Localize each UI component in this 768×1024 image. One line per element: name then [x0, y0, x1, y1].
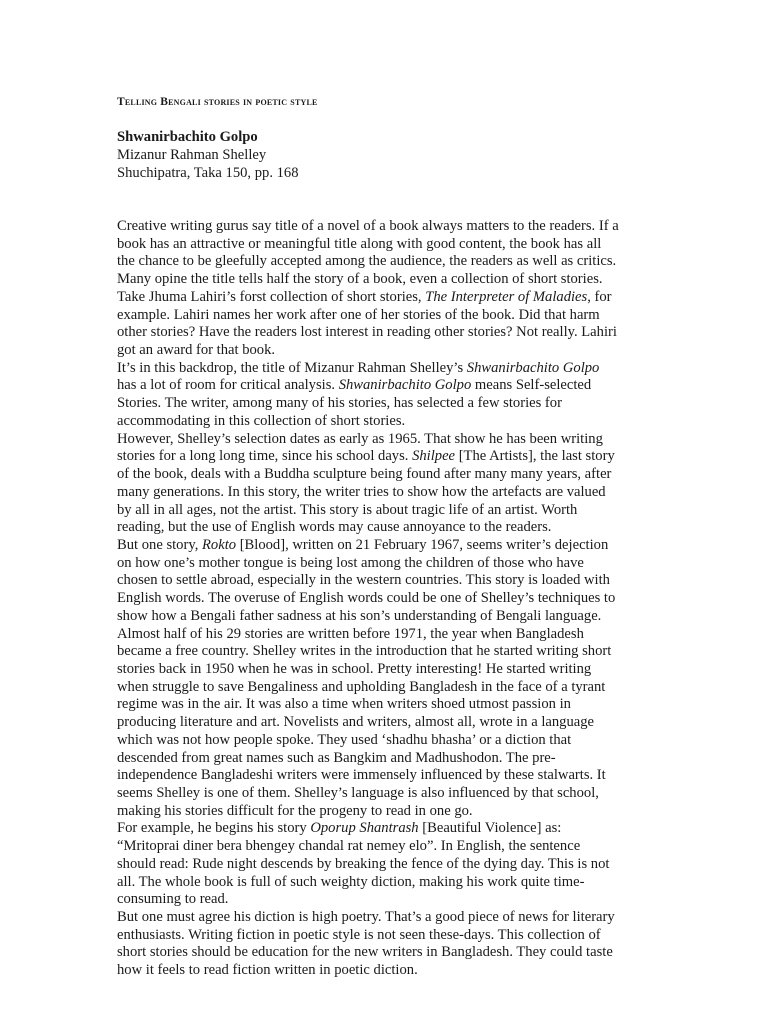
italic-title: The Interpreter of Maladies: [425, 288, 588, 305]
body-line: became a free country. Shelley writes in the introduction that he started writing short: [117, 643, 612, 660]
body-line: show how a Bengali father sadness at his son’s understanding of Bengali language.: [117, 607, 602, 624]
body-line: For example, he begins his story Oporup Shantrash [Beautiful Violence] as:: [117, 820, 562, 837]
body-line: book has an attractive or meaningful title along with good content, the book has all: [117, 235, 602, 252]
body-line: other stories? Have the readers lost interest in reading other stories? Not really. Lahiri: [117, 324, 617, 341]
body-line: regime was in the air. It was also a time when writers shoed utmost passion in: [117, 696, 571, 713]
body-line: example. Lahiri names her work after one of her stories of the book. Did that harm: [117, 306, 600, 323]
body-line: got an award for that book.: [117, 342, 276, 359]
body-line: reading, but the use of English words may cause annoyance to the readers.: [117, 519, 552, 536]
italic-title: Shilpee: [412, 448, 456, 465]
italic-title: Rokto: [202, 536, 237, 553]
italic-title: Shwanirbachito Golpo: [466, 359, 600, 376]
body-line: on how one’s mother tongue is being lost among the children of those who have: [117, 554, 584, 571]
body-line: enthusiasts. Writing fiction in poetic style is not seen these-days. This collection of: [117, 926, 601, 943]
body-line: It’s in this backdrop, the title of Mizanur Rahman Shelley’s Shwanirbachito Golpo: [117, 359, 600, 376]
body-line: short stories should be education for the new writers in Bangladesh. They could taste: [117, 944, 613, 961]
body-line: “Mritoprai diner bera bhengey chandal rat nemey elo”. In English, the sentence: [117, 838, 581, 855]
body-line: accommodating in this collection of short stories.: [117, 412, 406, 429]
article-heading: Telling Bengali stories in poetic style: [117, 96, 318, 108]
body-line: independence Bangladeshi writers were immensely influenced by these stalwarts. It: [117, 767, 606, 784]
book-author: Mizanur Rahman Shelley: [117, 147, 267, 163]
body-line: consuming to read.: [117, 891, 229, 908]
body-line: should read: Rude night descends by breaking the fence of the dying day. This is not: [117, 855, 610, 872]
article-body: [117, 218, 657, 980]
body-line: Creative writing gurus say title of a novel of a book always matters to the readers. If a: [117, 218, 619, 234]
body-line: Take Jhuma Lahiri’s forst collection of short stories, The Interpreter of Maladies, for: [117, 288, 612, 305]
italic-title: Shwanirbachito Golpo: [338, 377, 472, 394]
book-info: [117, 128, 299, 182]
body-line: Almost half of his 29 stories are written before 1971, the year when Bangladesh: [117, 625, 584, 642]
body-line: Many opine the title tells half the story of a book, even a collection of short stories.: [117, 271, 603, 288]
body-line: But one story, Rokto [Blood], written on 21 February 1967, seems writer’s dejection: [117, 536, 609, 553]
body-line: when struggle to save Bengaliness and upholding Bangladesh in the face of a tyrant: [117, 678, 606, 695]
italic-title: Oporup Shantrash: [310, 820, 419, 837]
body-line: chosen to settle abroad, especially in the western countries. This story is loaded with: [117, 572, 610, 589]
body-line: by all in all ages, not the artist. This story is about tragic life of an artist. Worth: [117, 501, 578, 518]
body-line: many generations. In this story, the writer tries to show how the artefacts are valued: [117, 483, 606, 500]
body-line: the chance to be gleefully accepted among the audience, the readers as well as critics.: [117, 253, 617, 270]
body-line: But one must agree his diction is high poetry. That’s a good piece of news for literary: [117, 909, 615, 926]
body-line: Stories. The writer, among many of his stories, has selected a few stories for: [117, 395, 562, 412]
body-line: stories for a long long time, since his school days. Shilpee [The Artists], the last story: [117, 448, 615, 465]
body-line: which was not how people spoke. They used ‘shadhu bhasha’ or a diction that: [117, 731, 572, 748]
body-line: seems Shelley is one of them. Shelley’s language is also influenced by that school,: [117, 785, 599, 801]
body-line: English words. The overuse of English words could be one of Shelley’s techniques to: [117, 590, 616, 607]
body-line: making his stories difficult for the progeny to read in one go.: [117, 802, 473, 819]
body-line: stories back in 1950 when he was in school. Pretty interesting! He started writing: [117, 660, 592, 677]
body-line: However, Shelley’s selection dates as early as 1965. That show he has been writing: [117, 430, 603, 447]
body-line: producing literature and art. Novelists and writers, almost all, wrote in a language: [117, 714, 594, 731]
book-title: Shwanirbachito Golpo: [117, 129, 258, 145]
body-line: all. The whole book is full of such weighty diction, making his work quite time-: [117, 873, 585, 890]
book-publisher: Shuchipatra, Taka 150, pp. 168: [117, 165, 299, 181]
body-line: has a lot of room for critical analysis. Shwanirbachito Golpo means Self-selected: [117, 377, 592, 394]
body-line: of the book, deals with a Buddha sculpture being found after many many years, after: [117, 466, 612, 483]
body-line: how it feels to read fiction written in poetic diction.: [117, 962, 418, 979]
body-line: descended from great names such as Bangkim and Madhushodon. The pre-: [117, 749, 556, 766]
